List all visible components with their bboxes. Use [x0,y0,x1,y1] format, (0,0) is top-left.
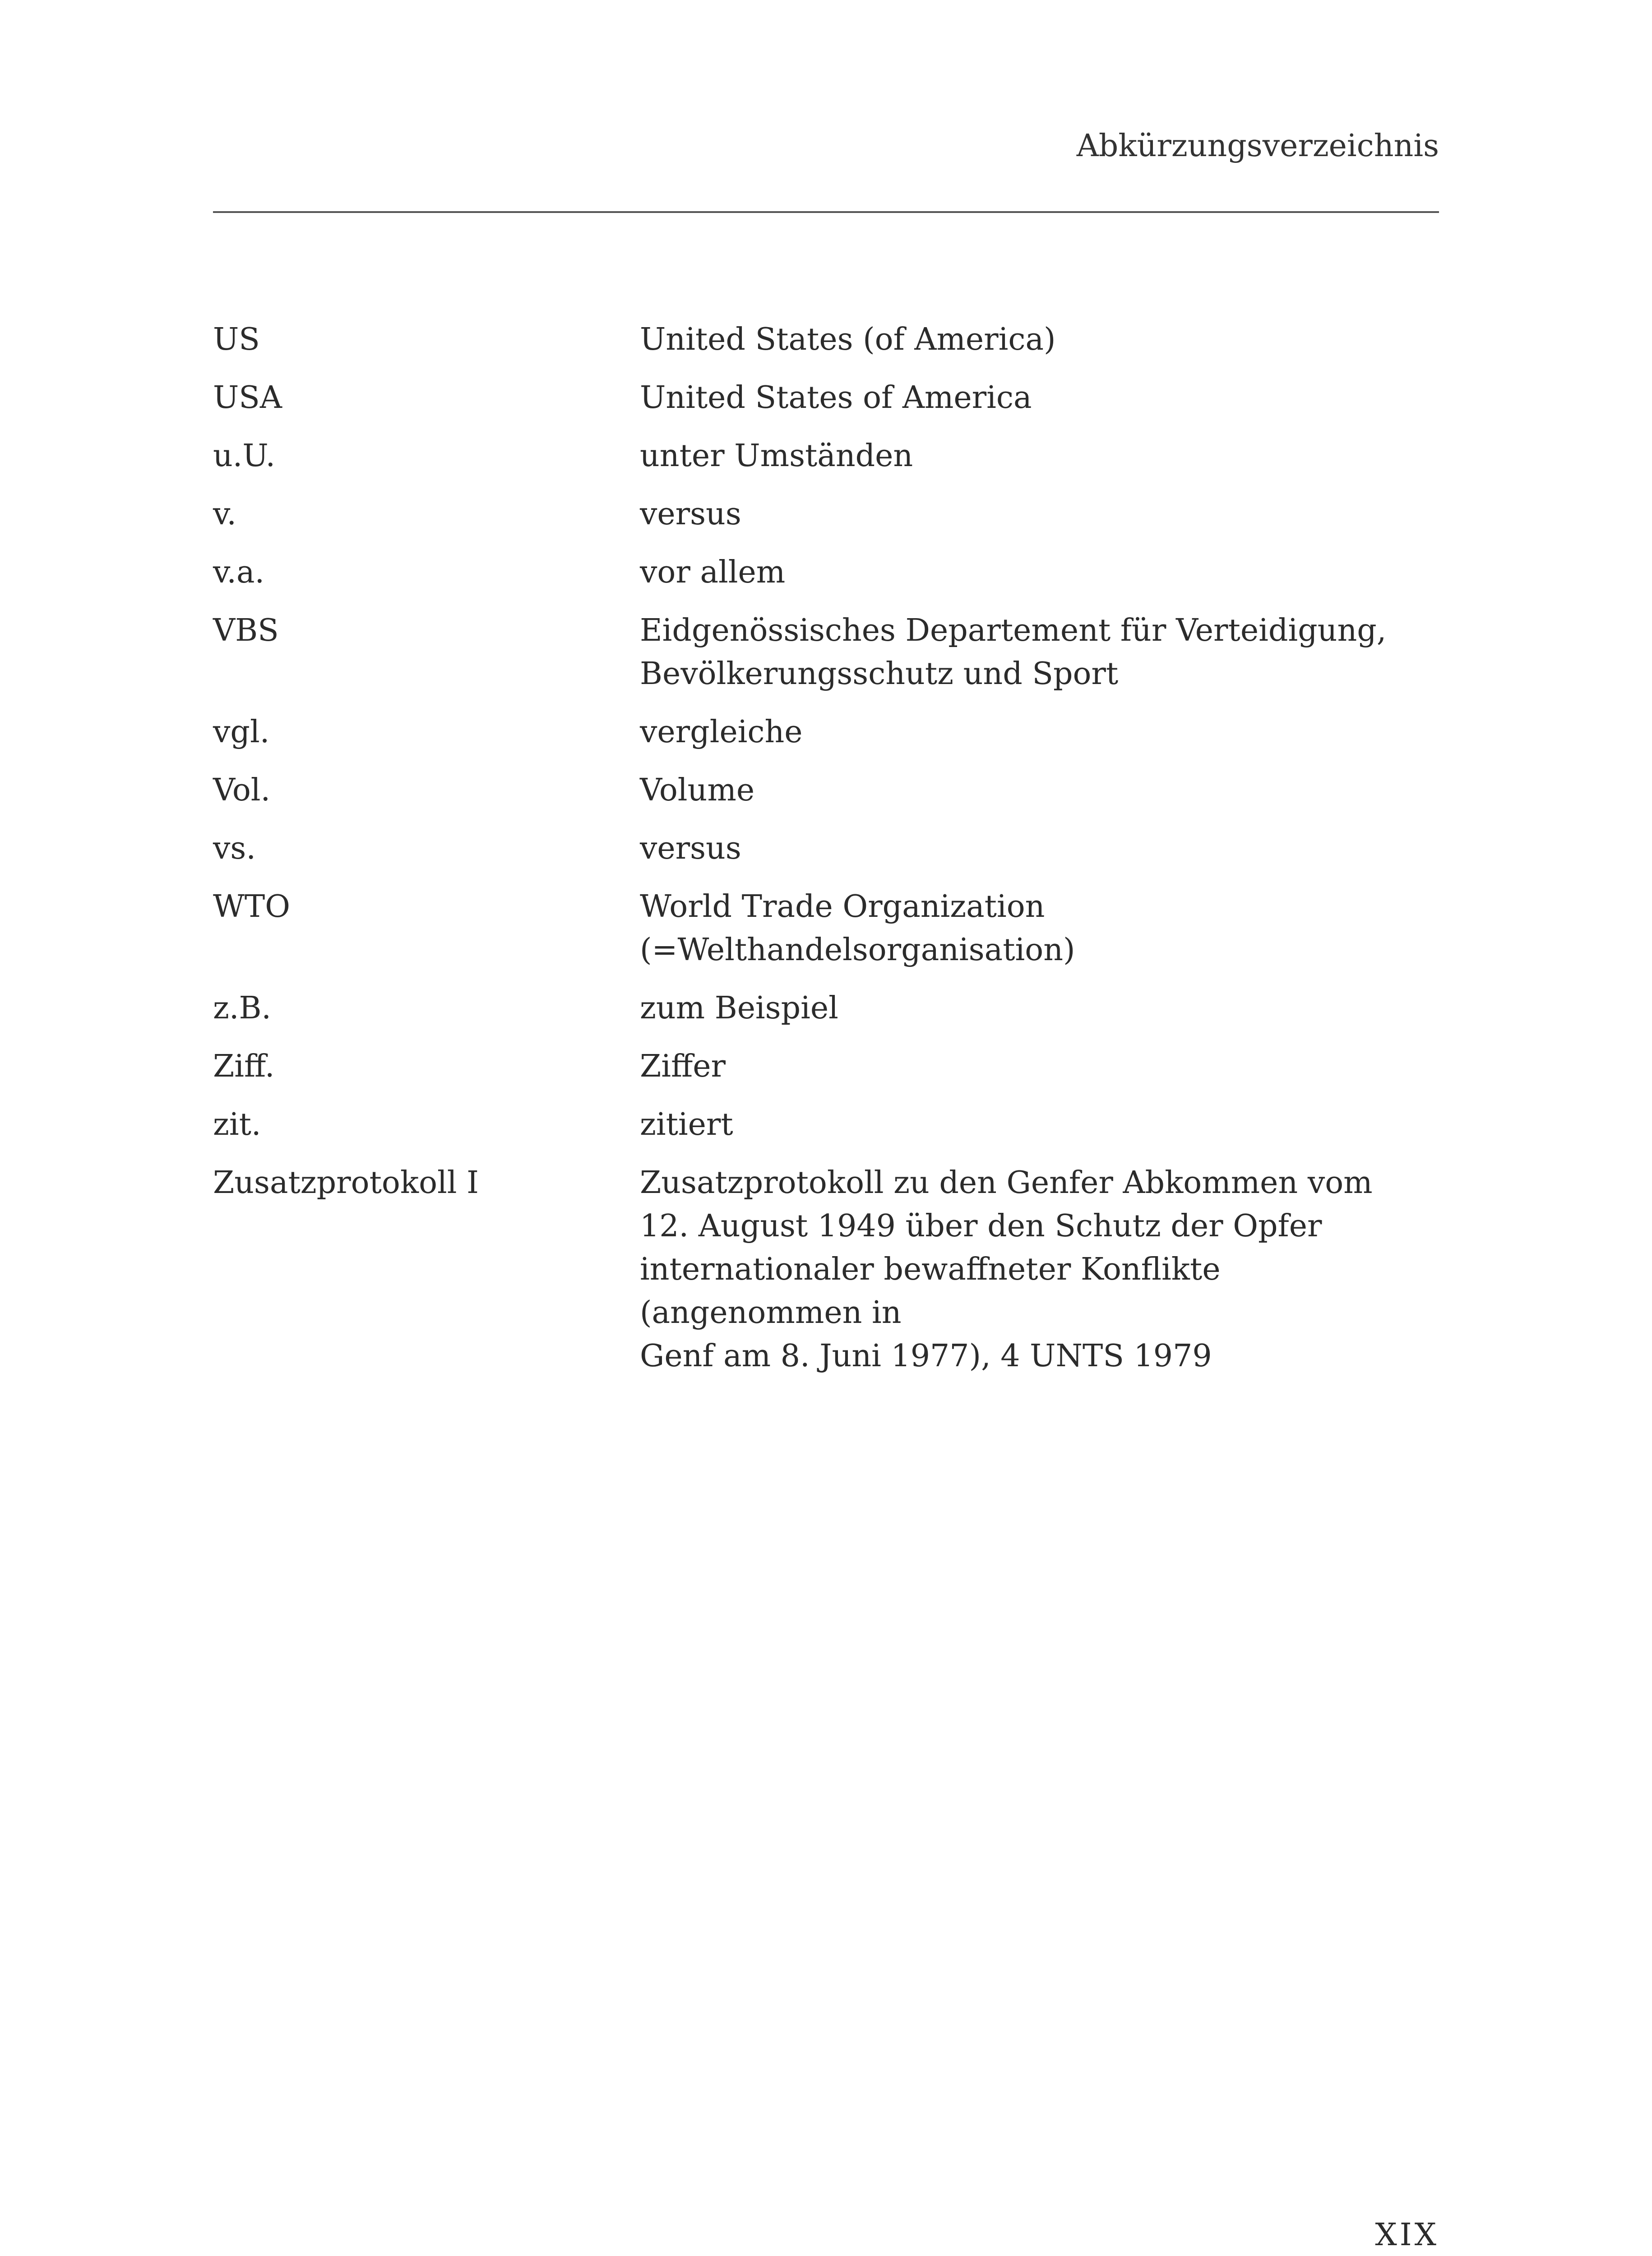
abbreviation-meaning: Ziffer [640,1049,726,1084]
running-header: Abkürzungsverzeichnis [1076,128,1439,164]
abbreviation-term: u.U. [213,438,276,474]
abbreviation-entry [213,885,1439,972]
abbreviation-meaning: versus [640,831,741,866]
abbreviation-entry [213,435,1439,478]
abbreviation-meaning: vergleiche [640,714,803,750]
abbreviation-list [213,318,1439,1393]
abbreviation-entry [213,1045,1439,1088]
abbreviation-entry [213,551,1439,594]
abbreviation-entry [213,493,1439,536]
abbreviation-term: USA [213,380,282,416]
abbreviation-term: Vol. [213,772,271,808]
abbreviation-term: US [213,322,260,357]
abbreviation-meaning: United States (of America) [640,322,1056,357]
abbreviation-term: v.a. [213,555,265,590]
abbreviation-term: z.B. [213,990,272,1026]
abbreviation-term: zit. [213,1107,261,1142]
abbreviation-meaning: United States of America [640,380,1032,416]
abbreviation-meaning: Zusatzprotokoll zu den Genfer Abkommen vom 12. August 1949 über den Schutz der Opfer internationaler bewaffneter Konflikte (angenommen in Genf am 8. Juni 1977), 4 UNTS 1979 [640,1165,1373,1374]
page-number: XIX [1375,2217,1439,2253]
abbreviation-term: Ziff. [213,1049,275,1084]
abbreviation-entry [213,1161,1439,1378]
abbreviation-term: WTO [213,889,290,925]
abbreviation-entry [213,711,1439,754]
abbreviation-term: vs. [213,831,256,866]
abbreviation-entry [213,1103,1439,1146]
abbreviation-term: vgl. [213,714,270,750]
abbreviation-meaning: World Trade Organization (=Welthandelsorganisation) [640,889,1075,968]
abbreviation-meaning: zitiert [640,1107,733,1142]
abbreviation-term: v. [213,496,236,532]
abbreviation-entry [213,318,1439,361]
abbreviation-meaning: unter Umständen [640,438,913,474]
header-divider [213,211,1439,213]
abbreviation-term: VBS [213,613,279,648]
abbreviation-entry [213,987,1439,1030]
abbreviation-entry [213,769,1439,812]
abbreviation-meaning: Eidgenössisches Departement für Verteidigung, Bevölkerungsschutz und Sport [640,613,1387,692]
abbreviation-meaning: versus [640,496,741,532]
abbreviation-entry [213,376,1439,420]
abbreviation-entry [213,609,1439,696]
abbreviation-meaning: zum Beispiel [640,990,838,1026]
abbreviation-term: Zusatzprotokoll I [213,1165,479,1201]
abbreviation-entry [213,827,1439,870]
abbreviation-meaning: Volume [640,772,755,808]
abbreviation-meaning: vor allem [640,555,786,590]
